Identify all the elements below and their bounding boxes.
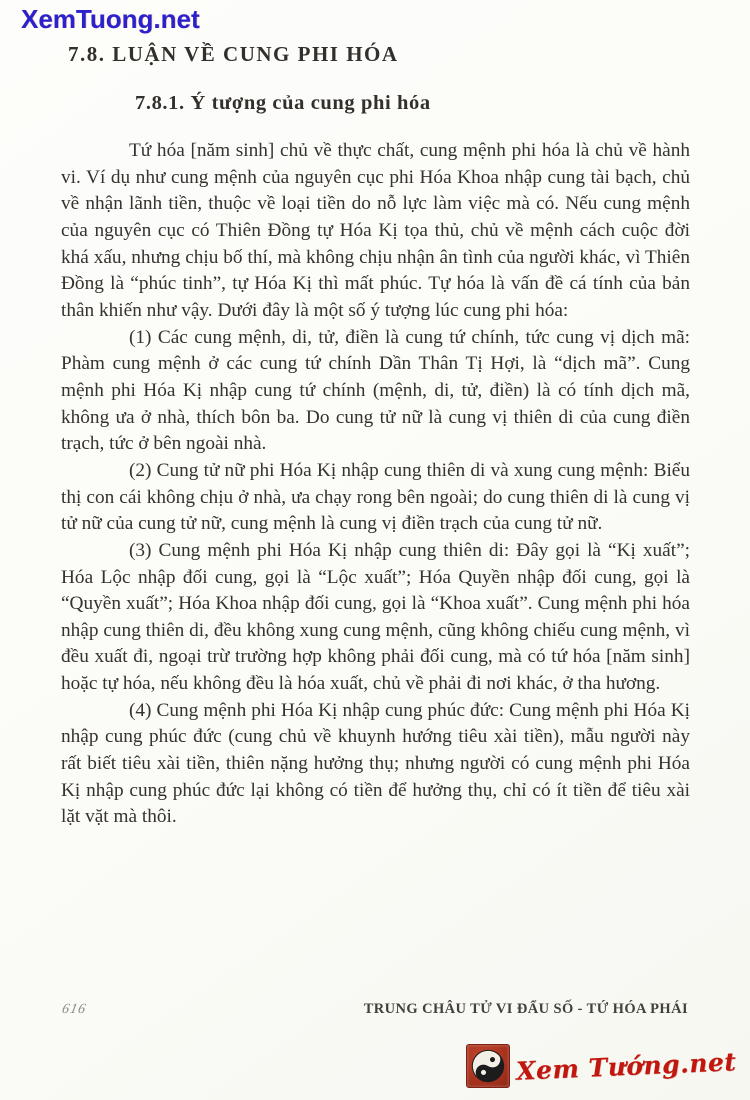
body-paragraph: (1) Các cung mệnh, di, tử, điền là cung tứ chính, tức cung vị dịch mã: Phàm cung mệnh ở các cung tứ chính Dần Thân Tị Hợi, là “dịch mã”. Cung mệnh phi Hóa Kị nhập cung tứ chính (mệnh, di, tử, điền) là có tính dịch mã, không ưa ở nhà, thích bôn ba. Do cung tử nữ là cung vị thiên di của cung điền trạch, tức ở bên ngoài nhà. bbox=[61, 326, 690, 455]
body-text-block bbox=[61, 138, 690, 831]
watermark-site-link[interactable]: XemTuong.net bbox=[21, 4, 200, 34]
body-paragraph: (2) Cung tử nữ phi Hóa Kị nhập cung thiên di và xung cung mệnh: Biểu thị con cái không chịu ở nhà, ưa chạy rong bên ngoài; do cung thiên di là cung vị tử nữ của cung tử nữ, cung mệnh là cung vị điền trạch của cung tử nữ. bbox=[61, 459, 690, 535]
yin-yang-icon bbox=[466, 1044, 510, 1088]
page-number: 616 bbox=[60, 1002, 88, 1017]
subsection-heading: 7.8.1. Ý tượng của cung phi hóa bbox=[135, 92, 431, 114]
book-title: TRUNG CHÂU TỬ VI ĐẨU SỐ - TỨ HÓA PHÁI bbox=[363, 1001, 688, 1017]
body-paragraph: (4) Cung mệnh phi Hóa Kị nhập cung phúc đức: Cung mệnh phi Hóa Kị nhập cung phúc đức (cung chủ về khuynh hướng tiêu xài tiền), mẫu người này rất biết tiêu xài tiền, thiên nặng hưởng thụ; nhưng người có cung mệnh phi Hóa Kị nhập cung phúc đức lại không có tiền để hưởng thụ, chỉ có ít tiền để tiêu xài lặt vặt mà thôi. bbox=[61, 699, 690, 828]
page-footer bbox=[62, 1001, 688, 1018]
body-paragraph: Tứ hóa [năm sinh] chủ về thực chất, cung mệnh phi hóa là chủ về hành vi. Ví dụ như cung mệnh của nguyên cục phi Hóa Khoa nhập cung tài bạch, chủ về nhận lãnh tiền, thuộc về loại tiền do nỗ lực làm việc mà có. Nếu cung mệnh của nguyên cục có Thiên Đồng tự Hóa Kị tọa thủ, chủ về mệnh cách cuộc đời khá xấu, nhưng chịu bố thí, mà không chịu nhận ân tình của người khác, vì Thiên Đồng là “phúc tinh”, tự Hóa Kị thì mất phúc. Tự hóa là vấn đề cá tính của bản thân khiến như vậy. Dưới đây là một số ý tượng lúc cung phi hóa: bbox=[61, 140, 690, 321]
logo-text: Xem Tướng.net bbox=[515, 1046, 737, 1086]
site-logo[interactable] bbox=[466, 1044, 736, 1088]
section-heading: 7.8. LUẬN VỀ CUNG PHI HÓA bbox=[68, 42, 399, 66]
body-paragraph: (3) Cung mệnh phi Hóa Kị nhập cung thiên di: Đây gọi là “Kị xuất”; Hóa Lộc nhập đối cung, gọi là “Lộc xuất”; Hóa Quyền nhập đối cung, gọi là “Quyền xuất”; Hóa Khoa nhập đối cung, gọi là “Khoa xuất”. Cung mệnh phi hóa nhập cung thiên di, đều không xung cung mệnh, cũng không chiếu cung mệnh, vì đều xuất đi, ngoại trừ trường hợp không phải đối cung, mà có tứ hóa [năm sinh] hoặc tự hóa, nếu không đều là hóa xuất, chủ về phải đi nơi khác, ở tha hương. bbox=[61, 539, 690, 695]
